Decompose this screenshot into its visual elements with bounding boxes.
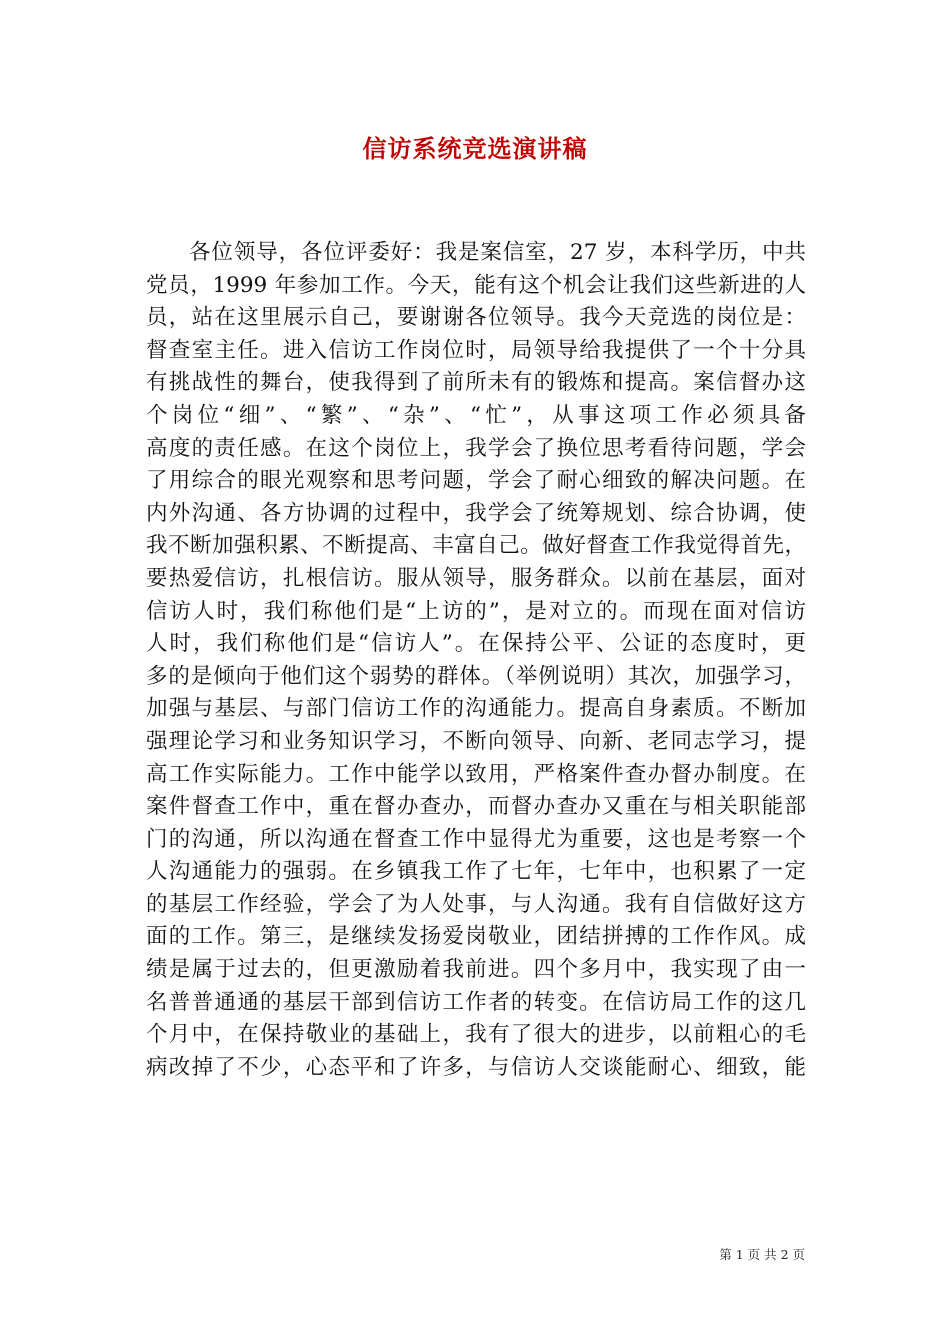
body-line: 了用综合的眼光观察和思考问题，学会了耐心细致的解决问题。在 [146,468,806,494]
body-line: 各位领导，各位评委好：我是案信室，27 岁，本科学历，中共 [189,240,806,265]
body-line: 有挑战性的舞台，使我得到了前所未有的锻炼和提高。案信督办这 [146,370,806,396]
body-line: 加强与基层、与部门信访工作的沟通能力。提高自身素质。不断加 [146,696,806,722]
body-line: 员，站在这里展示自己，要谢谢各位领导。我今天竞选的岗位是： [146,305,806,331]
body-line: 面的工作。第三，是继续发扬爱岗敬业，团结拼搏的工作作风。成 [146,924,806,950]
body-line: 绩是属于过去的，但更激励着我前进。四个多月中，我实现了由一 [146,957,806,983]
body-line: 督查室主任。进入信访工作岗位时，局领导给我提供了一个十分具 [146,337,806,363]
body-line: 名普普通通的基层干部到信访工作者的转变。在信访局工作的这几 [146,989,806,1015]
body-line: 人时，我们称他们是“信访人”。在保持公平、公证的态度时，更 [146,631,806,657]
body-line: 个岗位“细”、“繁”、“杂”、“忙”，从事这项工作必须具备 [146,402,806,428]
body-line: 内外沟通、各方协调的过程中，我学会了统筹规划、综合协调，使 [146,500,806,526]
body-line: 信访人时，我们称他们是“上访的”，是对立的。而现在面对信访 [146,598,806,624]
body-line: 个月中，在保持敬业的基础上，我有了很大的进步，以前粗心的毛 [146,1022,806,1048]
body-line: 人沟通能力的强弱。在乡镇我工作了七年，七年中，也积累了一定 [146,859,806,885]
body-line: 我不断加强积累、不断提高、丰富自己。做好督查工作我觉得首先， [146,533,806,559]
page-number-footer: 第 1 页 共 2 页 [719,1247,805,1262]
document-body [146,237,806,1084]
body-line: 病改掉了不少，心态平和了许多，与信访人交谈能耐心、细致，能 [146,1054,806,1080]
body-line: 的基层工作经验，学会了为人处事，与人沟通。我有自信做好这方 [146,891,806,917]
body-line: 多的是倾向于他们这个弱势的群体。（举例说明）其次，加强学习， [146,663,806,689]
body-line: 案件督查工作中，重在督办查办，而督办查办又重在与相关职能部 [146,794,806,820]
body-line: 高度的责任感。在这个岗位上，我学会了换位思考看待问题，学会 [146,435,806,461]
body-line: 强理论学习和业务知识学习，不断向领导、向新、老同志学习，提 [146,728,806,754]
body-line: 门的沟通，所以沟通在督查工作中显得尤为重要，这也是考察一个 [146,826,806,852]
body-line: 要热爱信访，扎根信访。服从领导，服务群众。以前在基层，面对 [146,565,806,591]
body-line: 党员，1999 年参加工作。今天，能有这个机会让我们这些新进的人 [146,272,806,298]
document-title: 信访系统竞选演讲稿 [362,134,588,163]
body-line: 高工作实际能力。工作中能学以致用，严格案件查办督办制度。在 [146,761,806,787]
